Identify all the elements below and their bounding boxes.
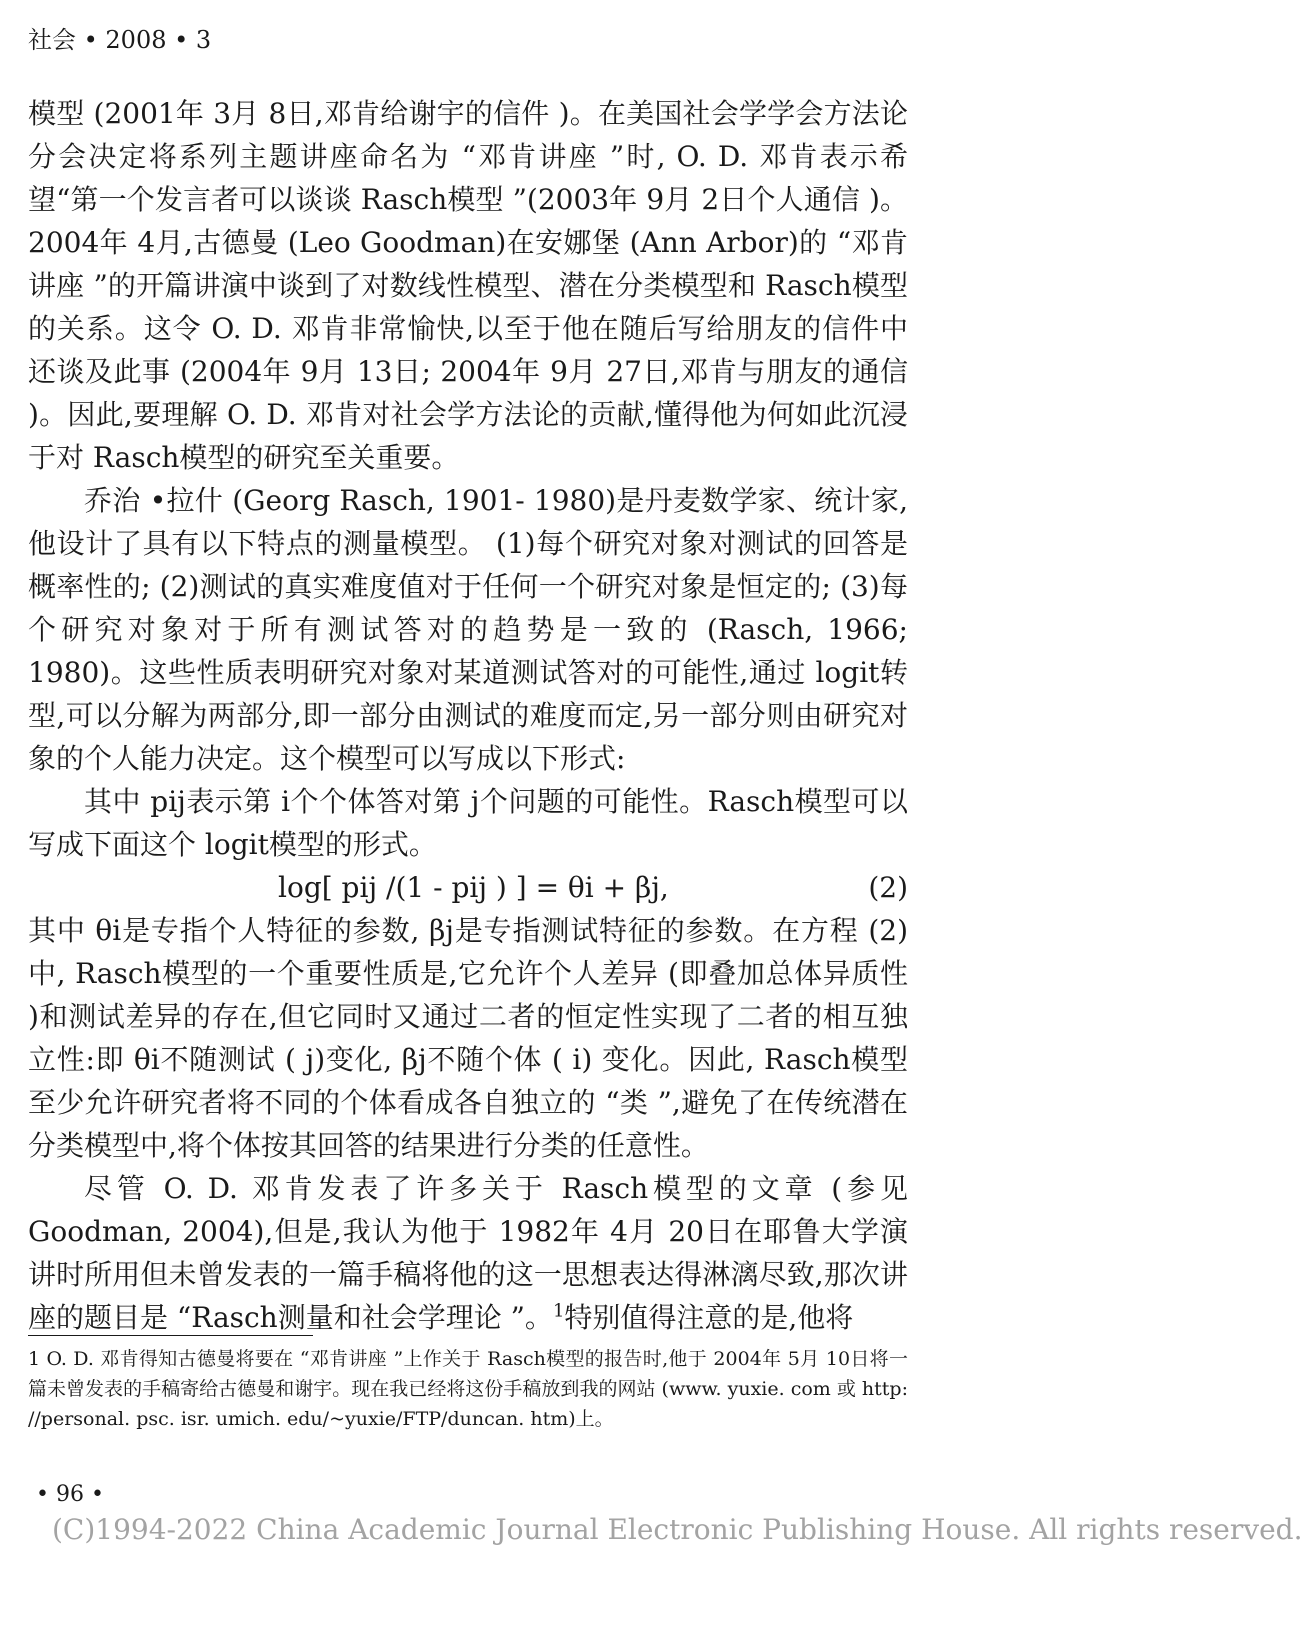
copyright-watermark: (C)1994-2022 China Academic Journal Electronic Publishing House. All rights reserved. bbox=[52, 1513, 1302, 1546]
paragraph-1: 模型 (2001年 3月 8日,邓肯给谢宇的信件 )。在美国社会学学会方法论分会决定将系列主题讲座命名为 “邓肯讲座 ”时, O. D. 邓肯表示希望“第一个发言者可以谈谈 Rasch模型 ”(2003年 9月 2日个人通信 )。2004年 4月,古德曼 (Leo Goodman)在安娜堡 (Ann Arbor)的 “邓肯讲座 ”的开篇讲演中谈到了对数线性模型、潜在分类模型和 Rasch模型的关系。这令 O. D. 邓肯非常愉快,以至于他在随后写给朋友的信件中还谈及此事 (2004年 9月 13日; 2004年 9月 27日,邓肯与朋友的通信 )。因此,要理解 O. D. 邓肯对社会学方法论的贡献,懂得他为何如此沉浸于对 Rasch模型的研究至关重要。 bbox=[28, 97, 908, 474]
paragraph-5-tail: 特别值得注意的是,他将 bbox=[564, 1301, 854, 1334]
equation-2 bbox=[28, 866, 908, 909]
paragraph-4: 其中 θi是专指个人特征的参数, βj是专指测试特征的参数。在方程 (2)中, Rasch模型的一个重要性质是,它允许个人差异 (即叠加总体异质性 )和测试差异的存在,但它同时又通过二者的恒定性实现了二者的相互独立性:即 θi不随测试 ( j)变化, βj不随个体 ( i) 变化。因此, Rasch模型至少允许研究者将不同的个体看成各自独立的 “类 ”,避免了在传统潜在分类模型中,将个体按其回答的结果进行分类的任意性。 bbox=[28, 914, 908, 1162]
footnote-marker[interactable]: 1 bbox=[552, 1300, 565, 1322]
equation-text: log[ pij /(1 - pij ) ] = θi + βj, bbox=[278, 871, 669, 904]
page-number: • 96 • bbox=[36, 1482, 104, 1507]
paragraph-5 bbox=[28, 1167, 908, 1339]
paragraph-5-text: 尽管 O. D. 邓肯发表了许多关于 Rasch模型的文章 (参见 Goodman, 2004),但是,我认为他于 1982年 4月 20日在耶鲁大学演讲时所用但未曾发表的一篇手稿将他的这一思想表达得淋漓尽致,那次讲座的题目是 “Rasch测量和社会学理论 ”。 bbox=[28, 1172, 908, 1334]
running-head: 社会 • 2008 • 3 bbox=[28, 26, 212, 54]
equation-number: (2) bbox=[868, 871, 908, 904]
paragraph-3: 其中 pij表示第 i个个体答对第 j个问题的可能性。Rasch模型可以写成下面这个 logit模型的形式。 bbox=[28, 785, 908, 861]
footnote-divider bbox=[28, 1335, 313, 1336]
footnote-1: 1 O. D. 邓肯得知古德曼将要在 “邓肯讲座 ”上作关于 Rasch模型的报告时,他于 2004年 5月 10日将一篇未曾发表的手稿寄给古德曼和谢宇。现在我已经将这份手稿放到我的网站 (www. yuxie. com 或 http: //personal. psc. isr. umich. edu/~yuxie/FTP/duncan. htm)上。 bbox=[28, 1348, 908, 1430]
body-text bbox=[28, 92, 908, 1339]
paragraph-2: 乔治 •拉什 (Georg Rasch, 1901- 1980)是丹麦数学家、统计家,他设计了具有以下特点的测量模型。 (1)每个研究对象对测试的回答是概率性的; (2)测试的真实难度值对于任何一个研究对象是恒定的; (3)每个研究对象对于所有测试答对的趋势是一致的 (Rasch, 1966; 1980)。这些性质表明研究对象对某道测试答对的可能性,通过 logit转型,可以分解为两部分,即一部分由测试的难度而定,另一部分则由研究对象的个人能力决定。这个模型可以写成以下形式: bbox=[28, 484, 908, 775]
